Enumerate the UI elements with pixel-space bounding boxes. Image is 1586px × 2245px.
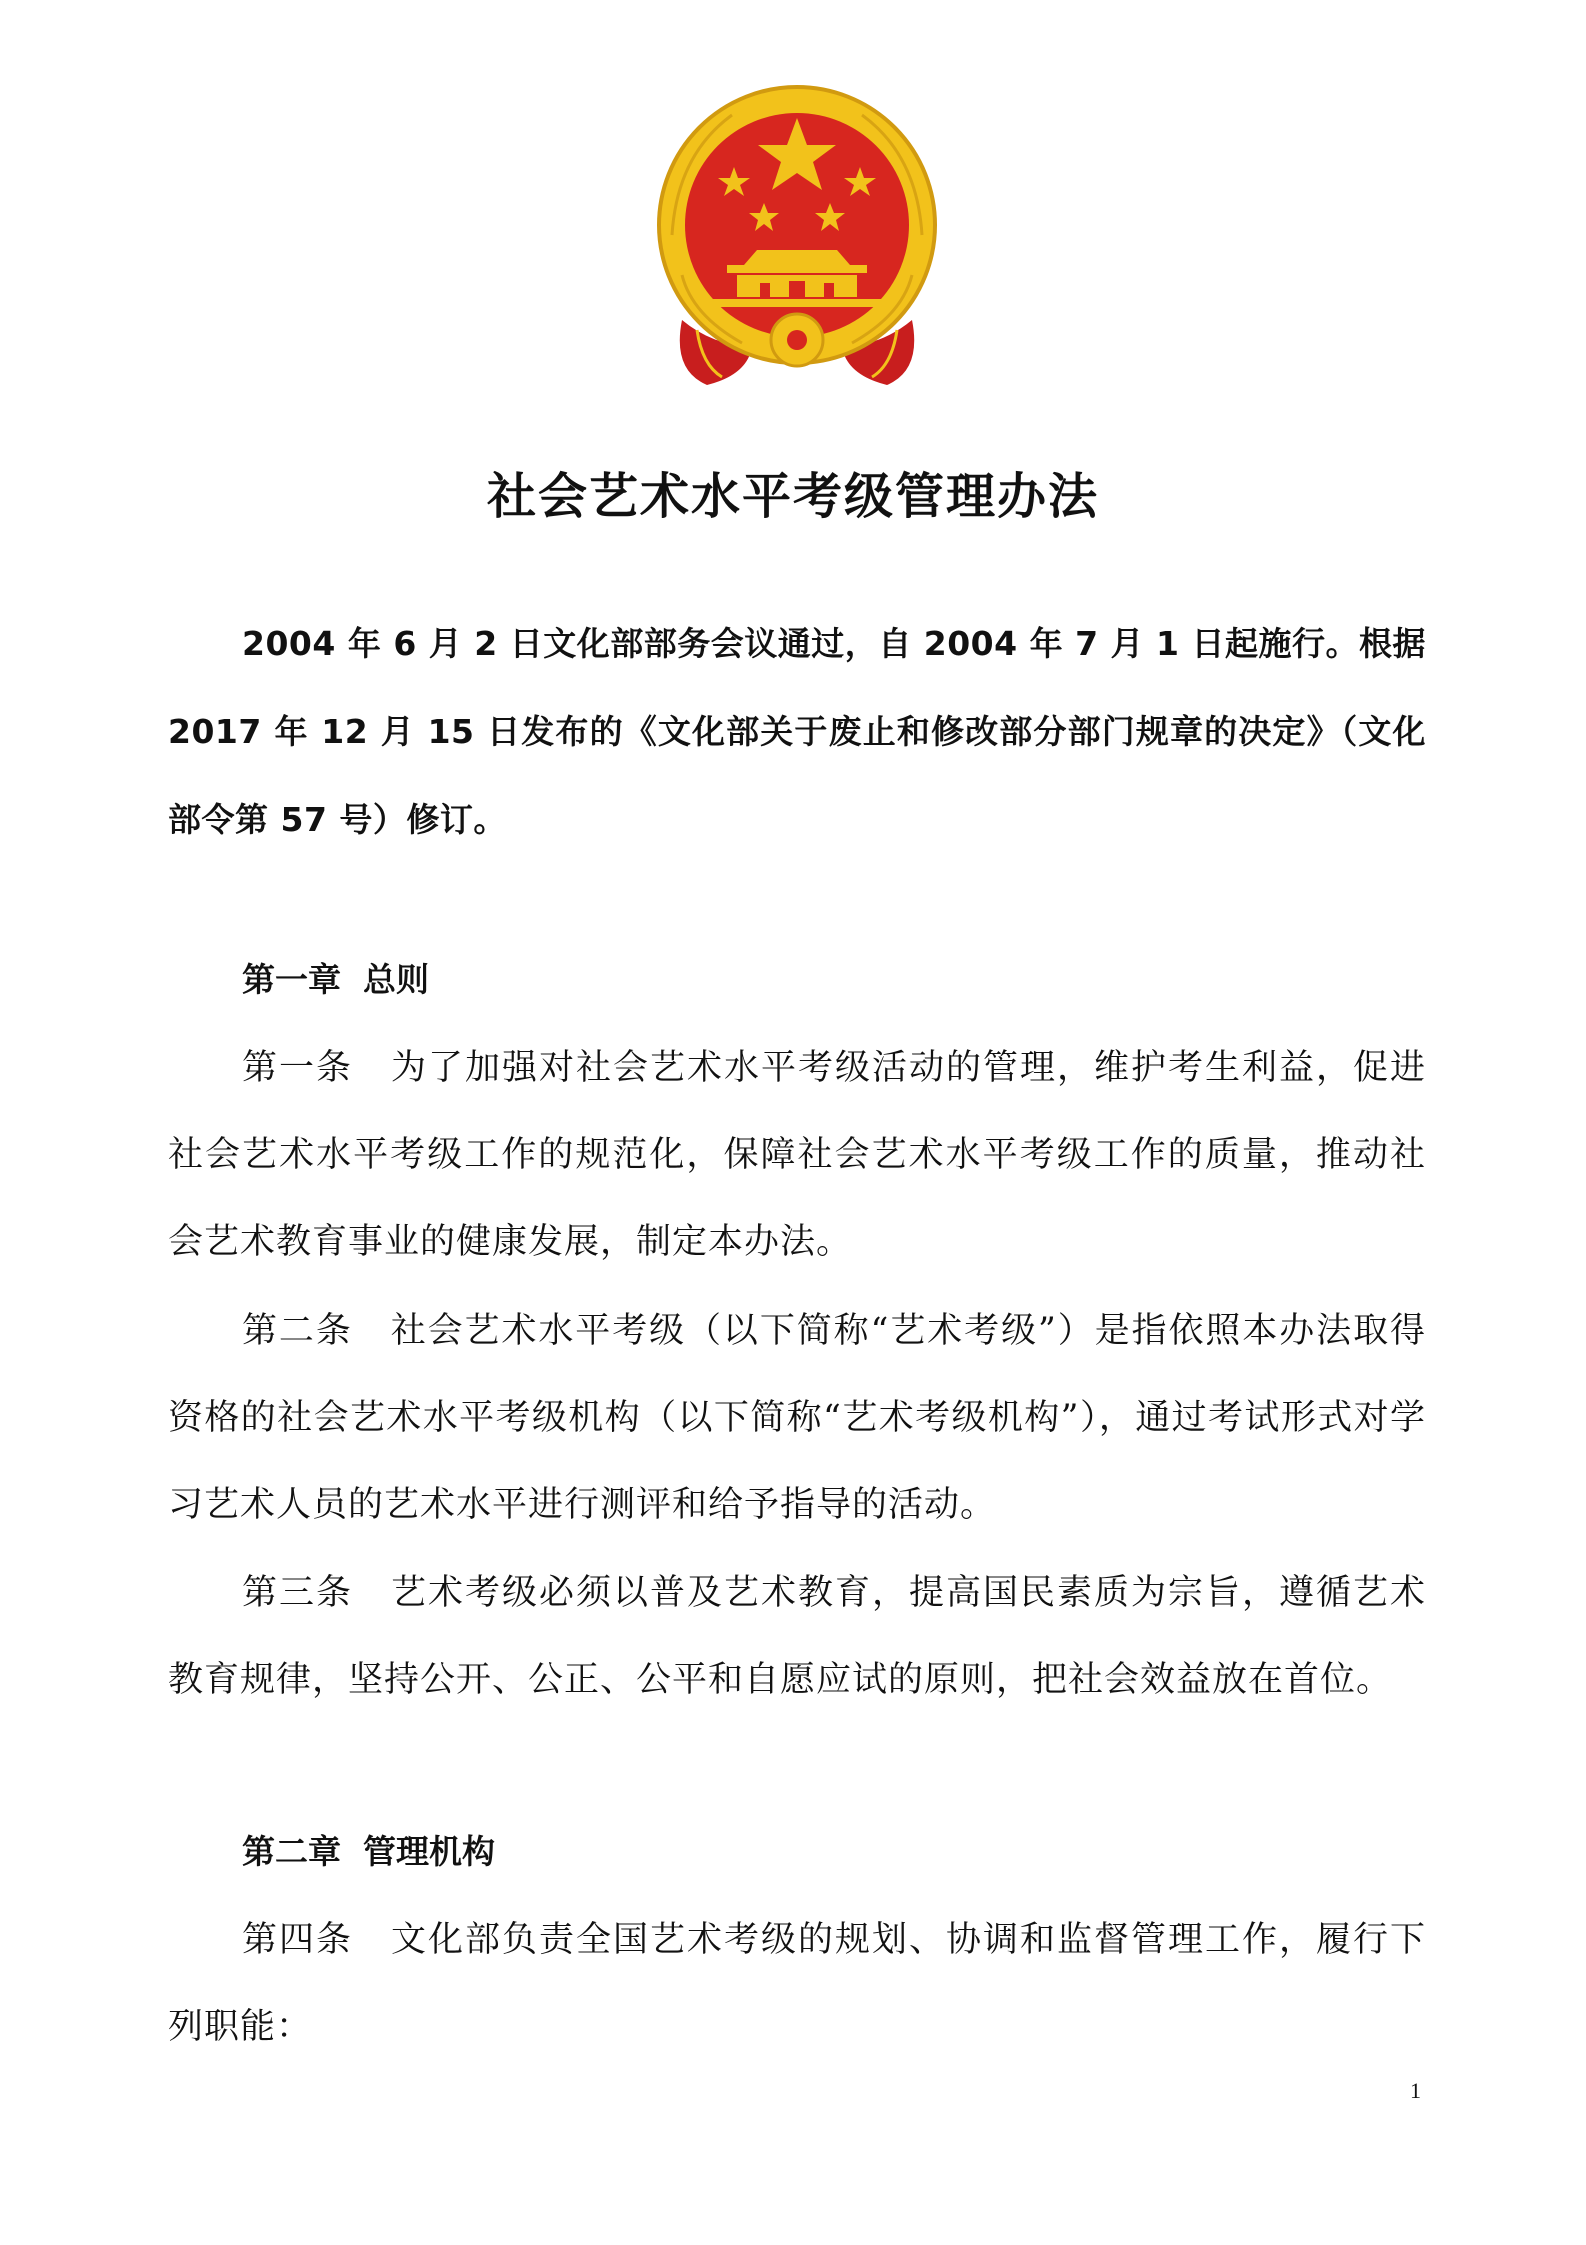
- article-text: 社会艺术水平考级（以下简称“艺术考级”）是指依照本办法取得资格的社会艺术水平考级机构（以下简称“艺术考级机构”），通过考试形式对学习艺术人员的艺术水平进行测评和给予指导的活动。: [168, 1311, 1426, 1525]
- article-1: [168, 1025, 1426, 1286]
- article-number: 第三条: [242, 1573, 353, 1613]
- article-2: [168, 1288, 1426, 1549]
- preamble-paragraph: 2004 年 6 月 2 日文化部部务会议通过，自 2004 年 7 月 1 日起施行。根据 2017 年 12 月 15 日发布的《文化部关于废止和修改部分部门规章的决定》（文化部令第 57 号）修订。: [168, 624, 1426, 839]
- chapter-number: 第二章: [242, 1832, 341, 1871]
- chapter-heading-2: [242, 1822, 495, 1882]
- article-3: [168, 1550, 1426, 1724]
- article-text: 艺术考级必须以普及艺术教育，提高国民素质为宗旨，遵循艺术教育规律，坚持公开、公正、公平和自愿应试的原则，把社会效益放在首位。: [168, 1573, 1426, 1700]
- chapter-name: 管理机构: [363, 1832, 495, 1871]
- national-emblem-icon: [652, 85, 942, 395]
- article-text: 为了加强对社会艺术水平考级活动的管理，维护考生利益，促进社会艺术水平考级工作的规范化，保障社会艺术水平考级工作的质量，推动社会艺术教育事业的健康发展，制定本办法。: [168, 1048, 1426, 1262]
- article-number: 第一条: [242, 1048, 353, 1088]
- document-title: 社会艺术水平考级管理办法: [486, 468, 1099, 525]
- article-4: [168, 1897, 1426, 2071]
- page-number: 1: [1410, 2078, 1421, 2103]
- chapter-number: 第一章: [242, 960, 341, 999]
- article-text: 文化部负责全国艺术考级的规划、协调和监督管理工作，履行下列职能：: [168, 1920, 1426, 2047]
- chapter-heading-1: [242, 950, 429, 1010]
- article-number: 第四条: [242, 1920, 353, 1960]
- article-number: 第二条: [242, 1311, 353, 1351]
- chapter-name: 总则: [363, 960, 429, 999]
